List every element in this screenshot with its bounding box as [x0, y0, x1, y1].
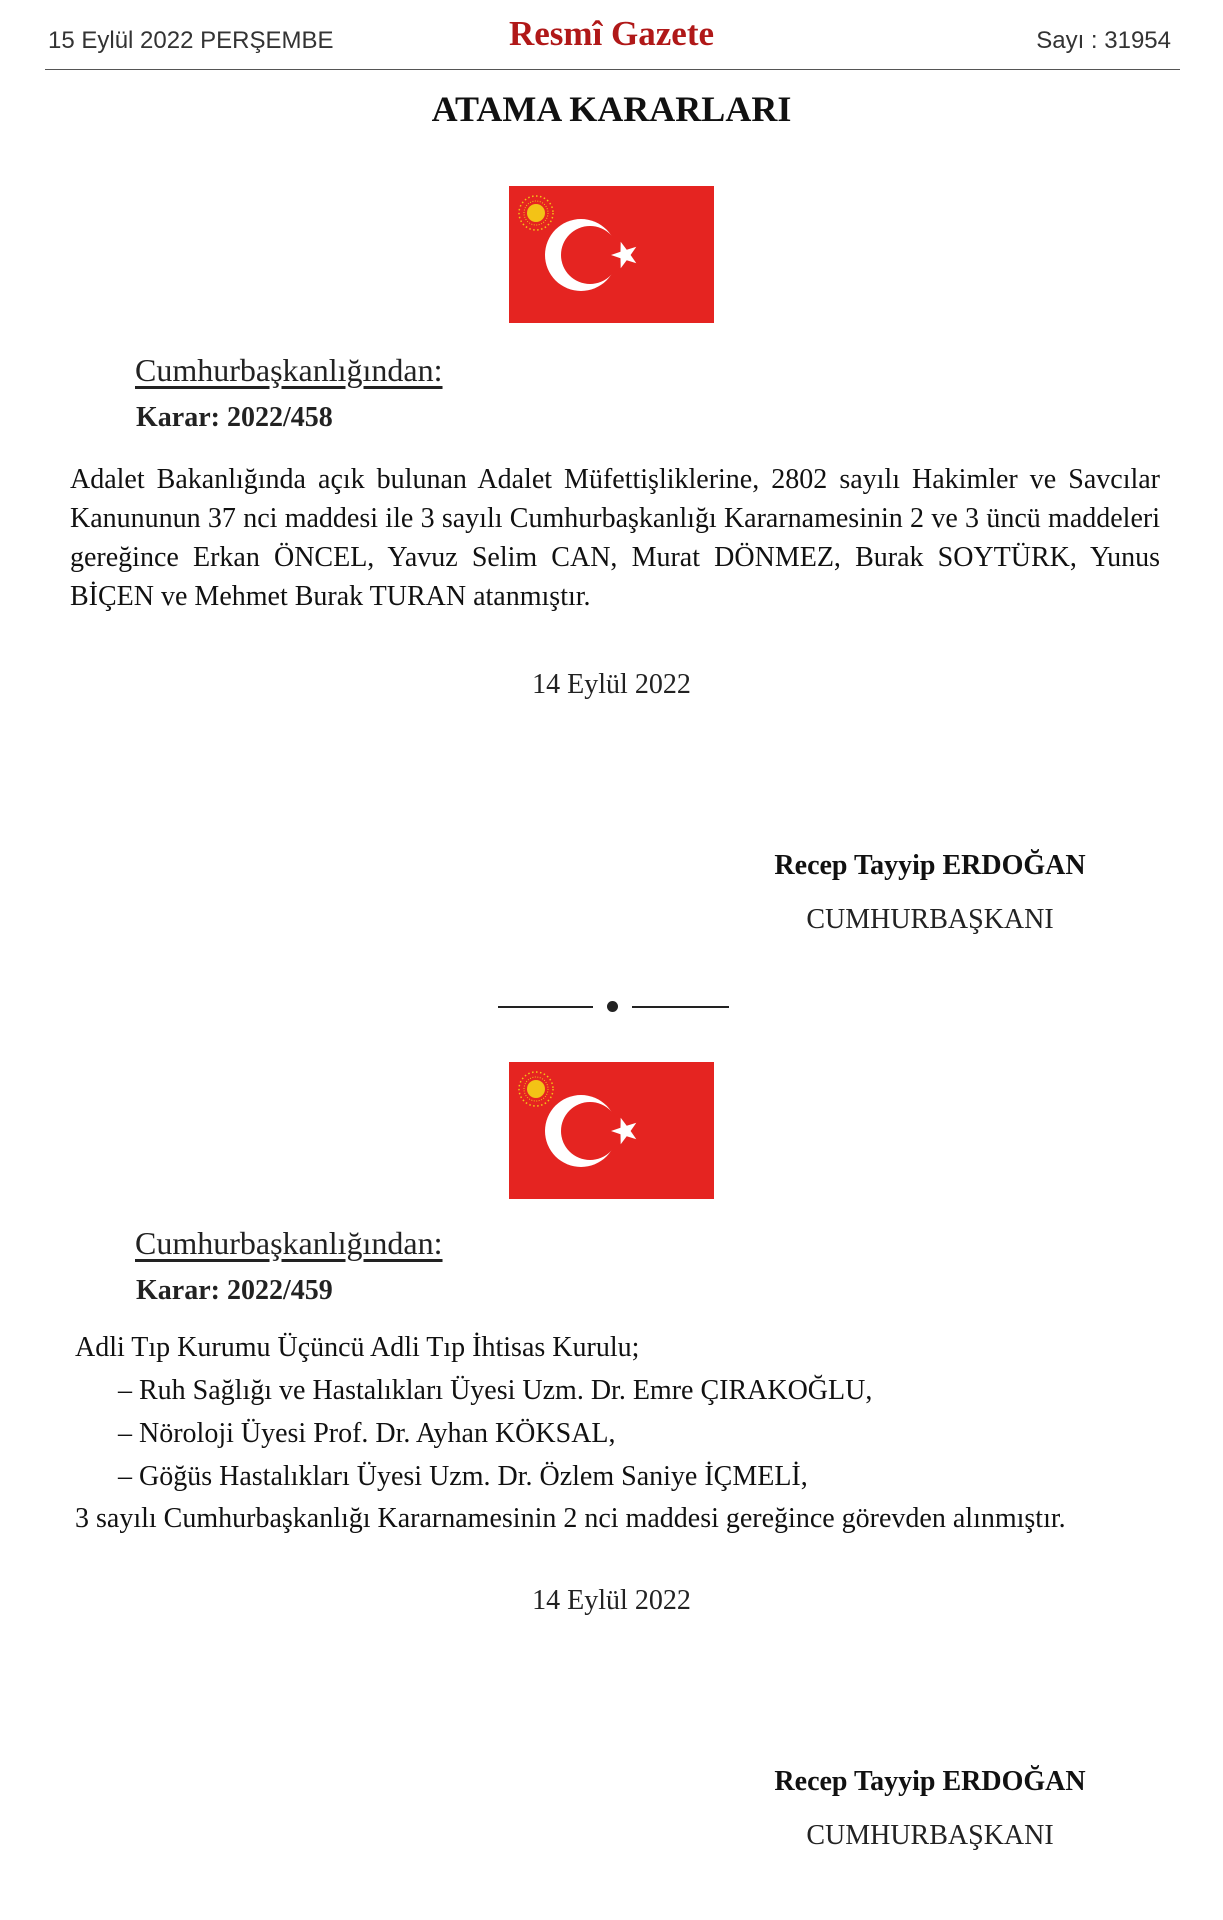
- separator-dot: [607, 1001, 618, 1012]
- turkish-presidential-flag-icon: [509, 186, 714, 323]
- decision-number: Karar: 2022/458: [136, 402, 333, 433]
- signer-name: Recep Tayyip ERDOĞAN: [774, 1766, 1086, 1797]
- issuer-heading: Cumhurbaşkanlığından:: [135, 1225, 443, 1261]
- issue-number: Sayı : 31954: [1036, 27, 1171, 54]
- dismissal-item: – Göğüs Hastalıkları Üyesi Uzm. Dr. Özlem Saniye İÇMELİ,: [118, 1461, 808, 1492]
- decision-body: Adalet Bakanlığında açık bulunan Adalet Müfettişliklerine, 2802 sayılı Hakimler ve Savcılar Kanununun 37 nci maddesi ile 3 sayılı Cumhurbaşkanlığı Kararnamesinin 2 ve 3 üncü maddeleri gereğince Erkan ÖNCEL, Yavuz Selim CAN, Murat DÖNMEZ, Burak SOYTÜRK, Yunus BİÇEN ve Mehmet Burak TURAN atanmıştır.: [70, 464, 1160, 612]
- issue-date: 15 Eylül 2022 PERŞEMBE: [48, 27, 334, 54]
- masthead-title: Resmî Gazete: [508, 14, 715, 53]
- separator-line-right: [632, 1006, 729, 1008]
- signer-title: CUMHURBAŞKANI: [806, 904, 1054, 935]
- dismissal-item: – Nöroloji Üyesi Prof. Dr. Ayhan KÖKSAL,: [118, 1418, 616, 1449]
- decision-intro: Adli Tıp Kurumu Üçüncü Adli Tıp İhtisas Kurulu;: [75, 1332, 640, 1363]
- decision-number: Karar: 2022/459: [136, 1275, 333, 1306]
- page-title: ATAMA KARARLARI: [431, 89, 792, 129]
- issuer-heading: Cumhurbaşkanlığından:: [135, 352, 443, 388]
- signer-name: Recep Tayyip ERDOĞAN: [774, 850, 1086, 881]
- header-divider: [45, 69, 1180, 70]
- decision-date: 14 Eylül 2022: [532, 669, 691, 700]
- signer-title: CUMHURBAŞKANI: [806, 1820, 1054, 1851]
- decision-closing: 3 sayılı Cumhurbaşkanlığı Kararnamesinin 2 nci maddesi gereğince görevden alınmıştır.: [75, 1503, 1066, 1534]
- dismissal-item: – Ruh Sağlığı ve Hastalıkları Üyesi Uzm. Dr. Emre ÇIRAKOĞLU,: [118, 1375, 873, 1406]
- turkish-presidential-flag-icon: [509, 1062, 714, 1199]
- separator-line-left: [498, 1006, 593, 1008]
- decision-date: 14 Eylül 2022: [532, 1585, 691, 1616]
